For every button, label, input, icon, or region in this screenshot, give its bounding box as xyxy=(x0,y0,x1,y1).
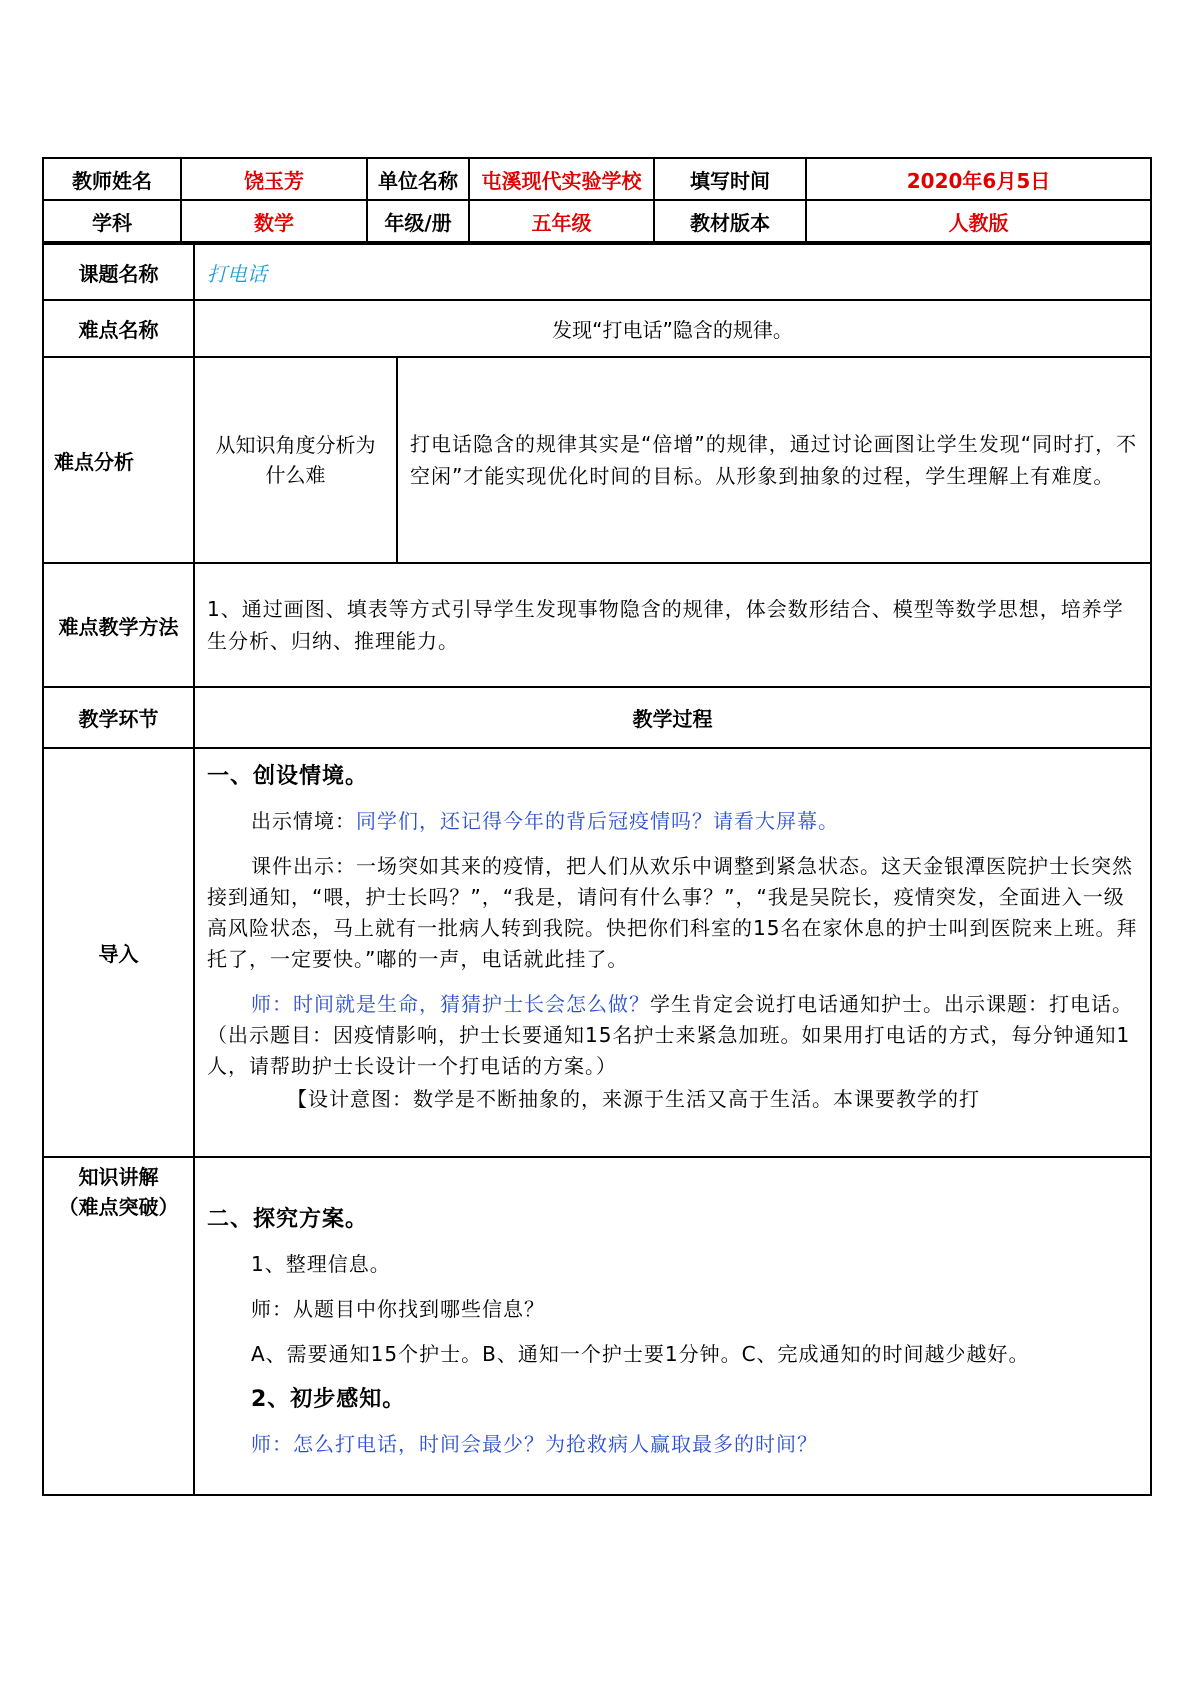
difficulty-label: 难点名称 xyxy=(43,300,194,357)
analysis-label: 难点分析 xyxy=(43,357,194,563)
method-text: 1、通过画图、填表等方式引导学生发现事物隐含的规律，体会数形结合、模型等数学思想，培养学生分析、归纳、推理能力。 xyxy=(194,563,1151,687)
teacher-name-value: 饶玉芳 xyxy=(181,158,367,200)
intro-design-intent: 【设计意图：数学是不断抽象的，来源于生活又高于生活。本课要教学的打 xyxy=(287,1087,980,1111)
knowledge-answer: A、需要通知15个护士。B、通知一个护士要1分钟。C、完成通知的时间越少越好。 xyxy=(251,1342,1030,1366)
topic-row xyxy=(43,244,1151,300)
teacher-name-label: 教师姓名 xyxy=(43,158,181,200)
grade-label: 年级/册 xyxy=(367,200,469,242)
intro-p1-prefix: 出示情境： xyxy=(251,809,356,833)
subject-label: 学科 xyxy=(43,200,181,242)
intro-label: 导入 xyxy=(43,748,194,1157)
topic-label: 课题名称 xyxy=(43,244,194,300)
difficulty-row xyxy=(43,300,1151,357)
intro-content xyxy=(194,748,1151,1157)
header-info-table xyxy=(42,157,1152,243)
analysis-sub-label: 从知识角度分析为什么难 xyxy=(194,357,397,563)
intro-row xyxy=(43,748,1151,1157)
lesson-table xyxy=(42,243,1152,1496)
unit-name-label: 单位名称 xyxy=(367,158,469,200)
topic-value: 打电话 xyxy=(194,244,1151,300)
knowledge-question-1: 师：从题目中你找到哪些信息？ xyxy=(251,1297,545,1321)
process-title: 教学过程 xyxy=(194,687,1151,748)
subject-value: 数学 xyxy=(181,200,367,242)
intro-p3-blue: 师：时间就是生命，猜猜护士长会怎么做？ xyxy=(251,992,650,1016)
analysis-row xyxy=(43,357,1151,563)
knowledge-content xyxy=(194,1157,1151,1495)
intro-paragraph-1 xyxy=(207,806,1138,837)
knowledge-step-2: 2、初步感知。 xyxy=(251,1387,406,1412)
fill-date-value: 2020年6月5日 xyxy=(806,158,1151,200)
fill-date-label: 填写时间 xyxy=(654,158,806,200)
process-header-row xyxy=(43,687,1151,748)
knowledge-question-2: 师：怎么打电话，时间会最少？为抢救病人赢取最多的时间？ xyxy=(251,1432,818,1456)
process-stage-label: 教学环节 xyxy=(43,687,194,748)
knowledge-label-line-2: （难点突破） xyxy=(58,1195,179,1219)
header-row-1 xyxy=(43,158,1151,200)
knowledge-heading: 二、探究方案。 xyxy=(207,1207,369,1232)
knowledge-row xyxy=(43,1157,1151,1495)
intro-p3-rest: 学生肯定会说打电话通知护士。出示课题：打电话。（出示题目：因疫情影响，护士长要通知15名护士来紧急加班。如果用打电话的方式，每分钟通知1人，请帮助护士长设计一个打电话的方案。） xyxy=(207,992,1133,1078)
knowledge-label xyxy=(43,1157,194,1495)
difficulty-value: 发现“打电话”隐含的规律。 xyxy=(194,300,1151,357)
grade-value: 五年级 xyxy=(469,200,654,242)
intro-paragraph-3 xyxy=(207,989,1138,1082)
method-row xyxy=(43,563,1151,687)
header-row-2 xyxy=(43,200,1151,242)
edition-value: 人教版 xyxy=(806,200,1151,242)
analysis-text: 打电话隐含的规律其实是“倍增”的规律，通过讨论画图让学生发现“同时打，不空闲”才能实现优化时间的目标。从形象到抽象的过程，学生理解上有难度。 xyxy=(397,357,1151,563)
method-label: 难点教学方法 xyxy=(43,563,194,687)
unit-name-value: 屯溪现代实验学校 xyxy=(469,158,654,200)
knowledge-step-1: 1、整理信息。 xyxy=(251,1252,391,1276)
knowledge-label-line-1: 知识讲解 xyxy=(78,1165,159,1189)
intro-p1-blue: 同学们，还记得今年的背后冠疫情吗？请看大屏幕。 xyxy=(356,809,839,833)
intro-heading: 一、创设情境。 xyxy=(207,764,369,789)
intro-paragraph-2: 课件出示：一场突如其来的疫情，把人们从欢乐中调整到紧急状态。这天金银潭医院护士长突然接到通知，“喂，护士长吗？”，“我是，请问有什么事？”，“我是吴院长，疫情突发，全面进入一级高风险状态，马上就有一批病人转到我院。快把你们科室的15名在家休息的护士叫到医院来上班。拜托了，一定要快。”嘟的一声，电话就此挂了。 xyxy=(207,854,1138,971)
edition-label: 教材版本 xyxy=(654,200,806,242)
